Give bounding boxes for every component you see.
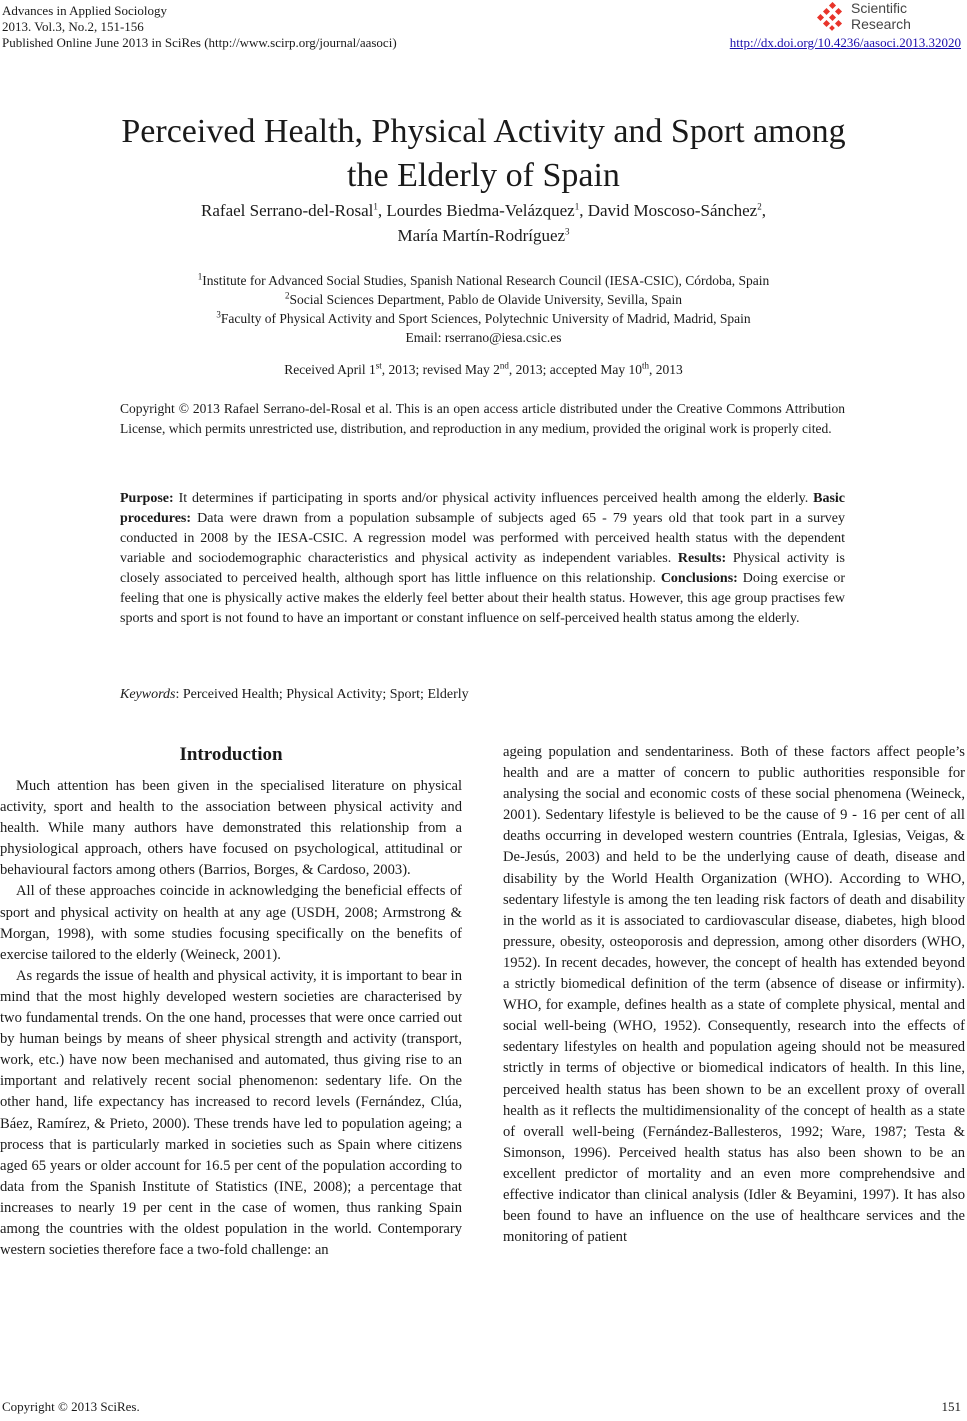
- keywords-label: Keywords: [120, 687, 176, 702]
- date-sup: st: [375, 360, 382, 371]
- paragraph: All of these approaches coincide in acknowledging the beneficial effects of sport and physical activity on health at any age (USDH, 2008; Armstrong & Morgan, 1998), with some studies focusing specifically on the benefits of exercise tailored to the elderly (Weineck, 2001).: [0, 883, 462, 963]
- affiliation-sup: 3: [216, 309, 221, 320]
- affiliation-sup: 1: [197, 271, 203, 282]
- body-column-left: [0, 742, 462, 1261]
- author: , Lourdes Biedma-Velázquez: [377, 201, 575, 220]
- purpose-label: Purpose:: [120, 491, 174, 506]
- author-list: [60, 198, 907, 248]
- paragraph: Much attention has been given in the specialised literature on physical activity, sport and health to the association between physical activity and health. While many authors have demonstrated this relationship from a physiological approach, others have focused on psychological, attitudinal or behavioural factors among others (Barrios, Borges, & Cardoso, 2003).: [0, 778, 462, 879]
- received-dates: [60, 362, 907, 378]
- author-sup: 2: [757, 201, 762, 212]
- journal-volume: 2013. Vol.3, No.2, 151-156: [2, 19, 144, 34]
- author: , David Moscoso-Sánchez: [579, 201, 758, 220]
- publisher-logo: [817, 0, 957, 36]
- date-text: , 2013: [648, 362, 683, 377]
- affiliation-text: Social Sciences Department, Pablo de Olavide University, Sevilla, Spain: [289, 292, 682, 307]
- affiliation-sup: 2: [285, 290, 290, 301]
- section-heading-introduction: Introduction: [179, 744, 283, 765]
- date-sup: nd: [499, 360, 509, 371]
- body-column-right: [503, 742, 965, 1248]
- footer-copyright: Copyright © 2013 SciRes.: [2, 1399, 140, 1414]
- journal-published: Published Online June 2013 in SciRes (http://www.scirp.org/journal/aasoci): [2, 35, 397, 50]
- conclusions-text: Doing exercise or feeling that one is physically active makes the elderly feel better about their health status. However, this age group practises few sports and sport is not found to have an important or constant influence on self-perceived health status among the elderly.: [120, 571, 845, 626]
- logo-line-2: Research: [851, 16, 911, 32]
- affiliations: [60, 271, 907, 347]
- paragraph: ageing population and sendentariness. Both of these factors affect people’s health and are a matter of concern to public authorities responsible for analysing the social and economic costs of these social phenomena (Weineck, 2001). Sedentary lifestyle is believed to be the cause of 9 - 16 per cent of all deaths occurring in developed western countries (Entrala, Iglesias, Veigas, & De-Jesús, 2003) and held to be the underlying cause of death, disease and disability by the World Health Organization (WHO). According to WHO, sedentary lifestyle is among the ten leading risk factors of death and disability in the world as it is associated to cardiovascular disease, diabetes, high blood pressure, obesity, osteoporosis and depression, among other disorders (WHO, 1952). In recent decades, however, the concept of health has extended beyond a strictly biomedical definition of the term (absence of disease or infirmity). WHO, for example, defines health as a state of complete physical, mental and social well-being (WHO, 1952). Consequently, research into the effects of sedentary lifestyles on health and population ageing should not be measured strictly in terms of objective or biomedical indicators of health. In this line, perceived health status has been shown to be an excellent proxy of overall health as it reflects the multidimensionality of the concept of health as a state of overall well-being (Fernández-Ballesteros, 1992; Ware, 1987; Testa & Simonson, 1996). Perceived health status has also been shown to be an excellent predictor of mortality and an even more comprehendsive and effective indicator than clinical analysis (Idler & Beyamini, 1997). It has also been found to have an influence on the use of healthcare services and the monitoring of patient: [503, 744, 965, 1246]
- author-sup: 1: [373, 201, 378, 212]
- title-line-1: Perceived Health, Physical Activity and Sport among: [121, 113, 846, 150]
- date-text: Received April 1: [284, 362, 376, 377]
- affiliation-text: Faculty of Physical Activity and Sport Sciences, Polytechnic University of Madrid, Madrid, Spain: [220, 311, 751, 326]
- keywords: [120, 687, 845, 703]
- copyright-notice: Copyright © 2013 Rafael Serrano-del-Rosal et al. This is an open access article distributed under the Creative Commons Attribution License, which permits unrestricted use, distribution, and reproduction in any medium, provided the original work is properly cited.: [120, 401, 845, 436]
- paper-title: [60, 110, 907, 198]
- scientific-research-logo-icon: [817, 2, 847, 32]
- date-sup: th: [641, 360, 649, 371]
- purpose-text: It determines if participating in sports and/or physical activity influences perceived health among the elderly.: [173, 491, 814, 506]
- results-label: Results:: [677, 551, 727, 566]
- author-sup: 1: [574, 201, 580, 212]
- paragraph: As regards the issue of health and physical activity, it is important to bear in mind that the most highly developed western societies are characterised by two fundamental trends. On the one hand, processes that were once carried out by human beings by means of sheer physical strength and activity (transport, work, etc.) have now been mechanised and automated, thus giving rise to an important and relatively recent social phenomenon: sedentary life. On the other hand, life expectancy has increased to record levels (Fernández, Clúa, Báez, Ramírez, & Prieto, 2000). These trends have led to population ageing; a process that is particularly marked in societies such as Spain where citizens aged 65 years or older account for 16.5 per cent of the population according to data from the Spanish Institute of Statistics (INE, 2008); a percentage that increases to nearly 19 per cent in the case of women, thus ranking Spain among the countries with the oldest population in the world. Contemporary western societies therefore face a two-fold challenge: an: [0, 967, 462, 1259]
- abstract: [120, 489, 845, 629]
- procedures-label: Basic procedures:: [120, 491, 845, 526]
- logo-line-1: Scientific: [851, 0, 908, 16]
- journal-name: Advances in Applied Sociology: [2, 3, 168, 18]
- keywords-text: : Perceived Health; Physical Activity; Sport; Elderly: [175, 687, 469, 702]
- page-number: 151: [941, 1399, 961, 1414]
- author-separator: ,: [761, 201, 766, 220]
- author: María Martín-Rodríguez: [397, 226, 566, 245]
- title-line-2: the Elderly of Spain: [347, 157, 620, 194]
- author: Rafael Serrano-del-Rosal: [201, 201, 374, 220]
- affiliation-text: Institute for Advanced Social Studies, Spanish National Research Council (IESA-CSIC), Córdoba, Spain: [202, 273, 770, 288]
- affiliation-3: [60, 309, 907, 328]
- affiliation-2: [60, 290, 907, 309]
- journal-header: [2, 3, 397, 51]
- affiliation-1: [60, 271, 907, 290]
- date-text: , 2013; revised May 2: [381, 362, 500, 377]
- author-sup: 3: [565, 226, 570, 237]
- contact-email: Email: rserrano@iesa.csic.es: [405, 330, 562, 345]
- logo-text: [851, 0, 911, 32]
- procedures-text: Data were drawn from a population subsample of subjects aged 65 - 79 years old that took part in a survey conducted in 2008 by the IESA-CSIC. A regression model was performed with perceived health status with the dependent variable and sociodemographic characteristics and physical activity as independent variables.: [120, 511, 845, 566]
- doi-link[interactable]: http://dx.doi.org/10.4236/aasoci.2013.32020: [729, 35, 961, 50]
- date-text: , 2013; accepted May 10: [508, 362, 642, 377]
- conclusions-label: Conclusions:: [660, 571, 738, 586]
- results-text: Physical activity is closely associated to perceived health, although sport has little influence on this relationship.: [120, 551, 846, 586]
